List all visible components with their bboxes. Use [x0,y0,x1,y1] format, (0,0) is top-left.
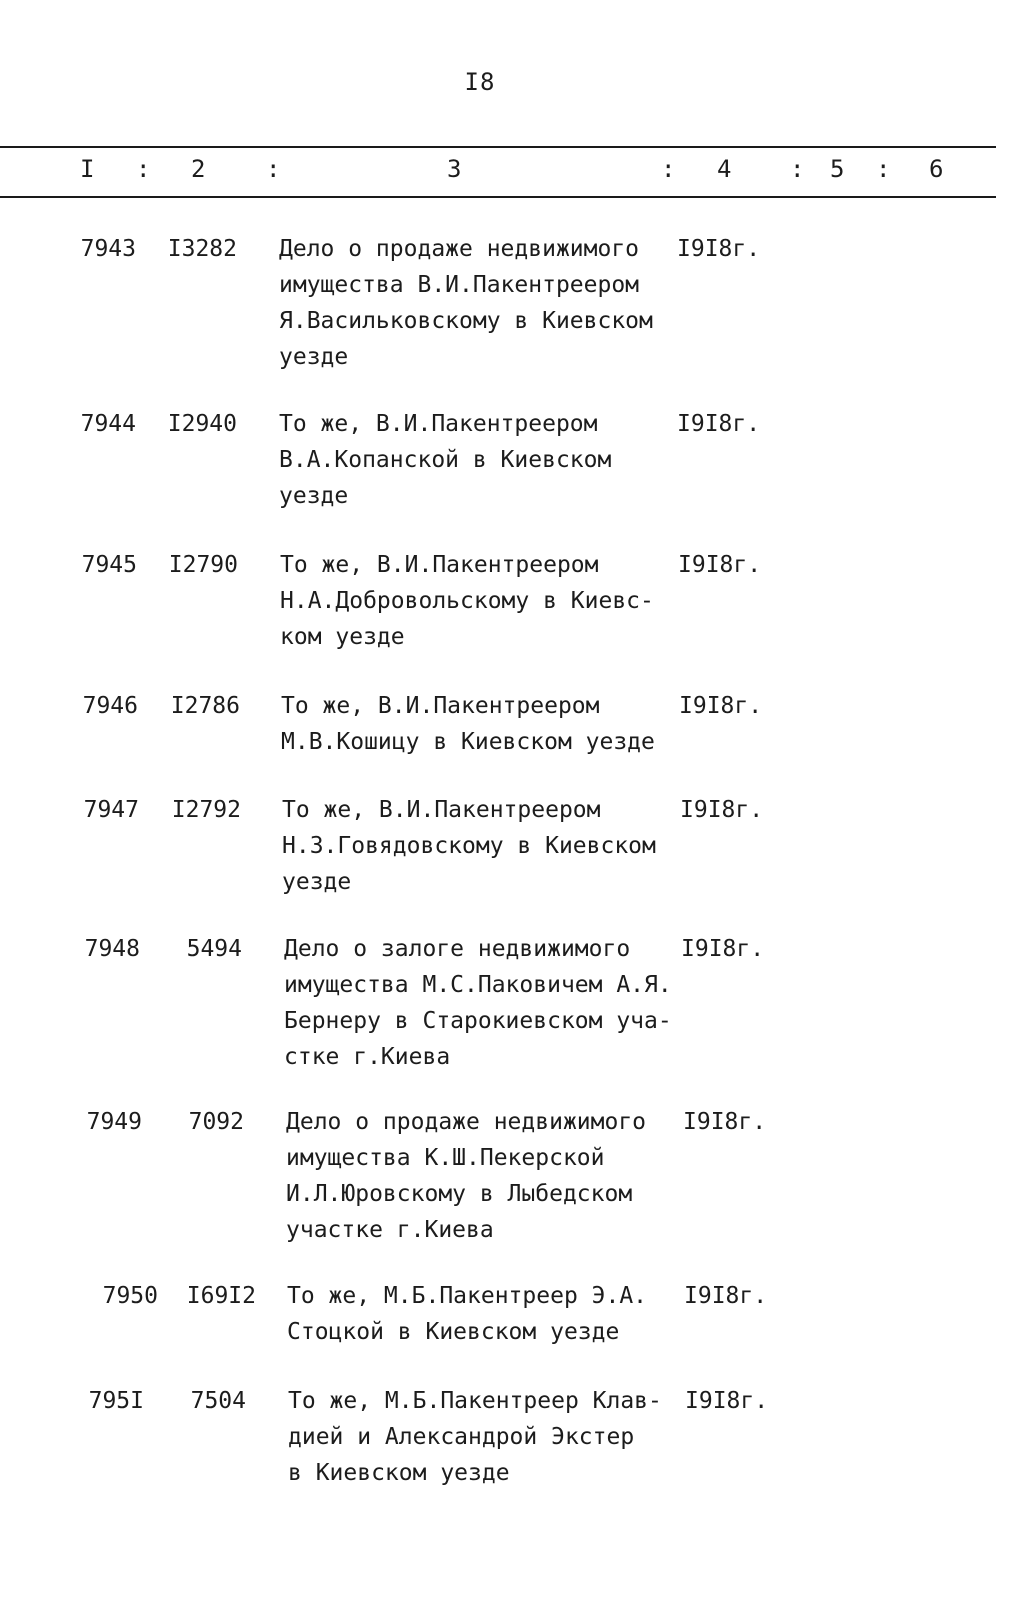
entry-description [279,231,699,375]
description-line: Дело о залоге недвижимого [284,936,631,962]
entry-file-number: I3282 [167,236,237,262]
entry-file-number: I2790 [168,552,238,578]
column-separator: : [876,155,891,183]
description-line: имущества К.Ш.Пекерской [286,1145,605,1171]
column-heading-5: 5 [830,155,845,183]
column-separator: : [266,155,281,183]
column-separator: : [661,155,676,183]
description-line: То же, М.Б.Пакентреер Э.А. [287,1283,648,1309]
description-line: уезде [279,483,349,509]
entry-file-number: I2792 [171,797,241,823]
entry-year: I9I8г. [681,936,765,962]
entry-description [280,547,700,655]
page-number: I8 [464,68,496,96]
entry-number: 7947 [83,797,139,823]
entry-description [287,1278,707,1350]
entry-year: I9I8г. [677,236,761,262]
description-line: ком уезде [280,624,405,650]
entry-year: I9I8г. [685,1388,769,1414]
description-line: М.В.Кошицу в Киевском уезде [281,729,655,755]
entry-file-number: 7092 [188,1109,244,1135]
entry-year: I9I8г. [678,552,762,578]
description-line: Н.З.Говядовскому в Киевском [282,833,656,859]
entry-number: 7950 [102,1283,158,1309]
header-bottom-rule [0,196,996,198]
entry-year: I9I8г. [677,411,761,437]
entry-description [279,406,699,514]
description-line: И.Л.Юровскому в Лыбедском [286,1181,633,1207]
entry-file-number: 5494 [186,936,242,962]
description-line: уезде [282,869,352,895]
description-line: дией и Александрой Экстер [288,1424,635,1450]
column-separator: : [136,155,151,183]
description-line: То же, В.И.Пакентреером [282,797,601,823]
description-line: стке г.Киева [284,1044,451,1070]
entry-file-number: I69I2 [186,1283,256,1309]
description-line: Стоцкой в Киевском уезде [287,1319,620,1345]
entry-number: 7944 [80,411,136,437]
header-top-rule [0,146,996,148]
entry-number: 795I [88,1388,144,1414]
description-line: участке г.Киева [286,1217,494,1243]
description-line: Бернеру в Старокиевском уча- [284,1008,672,1034]
description-line: уезде [279,344,349,370]
entry-file-number: 7504 [190,1388,246,1414]
entry-description [281,688,701,760]
description-line: То же, М.Б.Пакентреер Клав- [288,1388,662,1414]
entry-file-number: I2786 [170,693,240,719]
entry-description [286,1104,706,1248]
entry-description [282,792,702,900]
entry-year: I9I8г. [683,1109,767,1135]
description-line: Я.Васильковскому в Киевском [279,308,653,334]
description-line: Дело о продаже недвижимого [286,1109,647,1135]
entry-year: I9I8г. [680,797,764,823]
description-line: То же, В.И.Пакентреером [280,552,599,578]
entry-year: I9I8г. [679,693,763,719]
description-line: Дело о продаже недвижимого [279,236,640,262]
description-line: В.А.Копанской в Киевском [279,447,612,473]
description-line: имущества В.И.Пакентреером [279,272,640,298]
entry-number: 7946 [82,693,138,719]
column-heading-6: 6 [929,155,944,183]
column-heading-3: 3 [447,155,462,183]
entry-number: 7945 [81,552,137,578]
column-separator: : [790,155,805,183]
description-line: Н.А.Добровольскому в Киевс- [280,588,654,614]
entry-year: I9I8г. [684,1283,768,1309]
entry-file-number: I2940 [167,411,237,437]
column-heading-4: 4 [717,155,732,183]
description-line: То же, В.И.Пакентреером [279,411,598,437]
description-line: имущества М.С.Паковичем А.Я. [284,972,672,998]
column-heading-1: I [80,155,95,183]
entry-description [288,1383,708,1491]
entry-description [284,931,704,1075]
column-heading-2: 2 [191,155,206,183]
description-line: То же, В.И.Пакентреером [281,693,600,719]
entry-number: 7943 [80,236,136,262]
entry-number: 7949 [86,1109,142,1135]
entry-number: 7948 [84,936,140,962]
description-line: в Киевском уезде [288,1460,510,1486]
